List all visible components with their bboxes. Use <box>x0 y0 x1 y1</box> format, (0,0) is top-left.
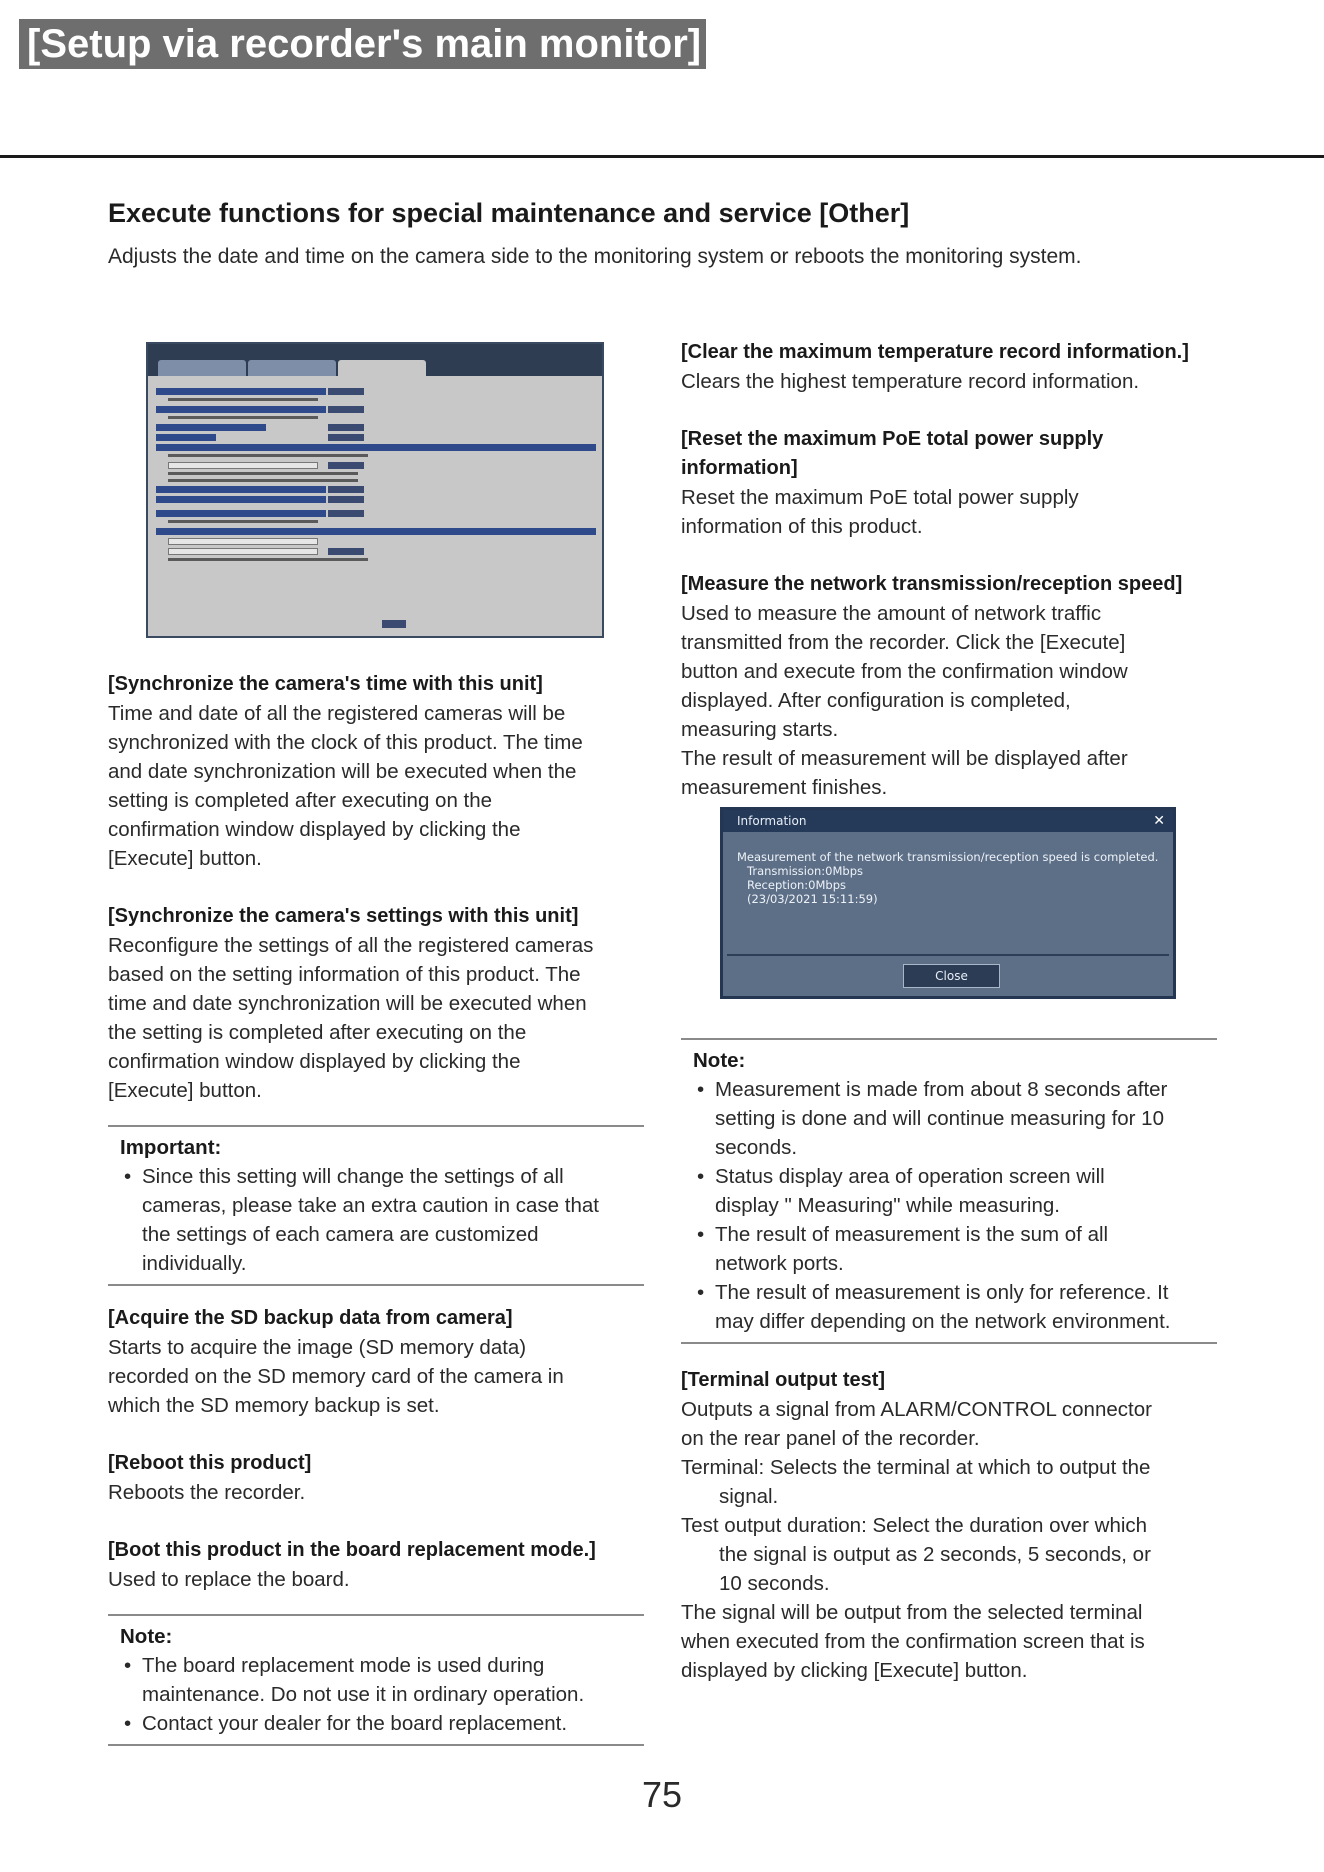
note-bullet <box>693 1220 1217 1278</box>
screenshot-execute <box>328 388 364 395</box>
terminal-line: Outputs a signal from ALARM/CONTROL connector <box>681 1398 1152 1421</box>
sd-backup-title: [Acquire the SD backup data from camera] <box>108 1307 513 1329</box>
screenshot-row <box>156 510 326 517</box>
sync-time-line: Time and date of all the registered cameras will be <box>108 702 566 725</box>
measure-line: button and execute from the confirmation window <box>681 660 1128 683</box>
important-line: individually. <box>142 1252 247 1275</box>
screenshot-select <box>168 548 318 555</box>
note-title: Note: <box>693 1049 746 1072</box>
dialog-timestamp: (23/03/2021 15:11:59) <box>747 892 878 906</box>
note-bullet <box>693 1075 1217 1162</box>
screenshot-row <box>156 486 326 493</box>
sd-backup-line: which the SD memory backup is set. <box>108 1394 440 1417</box>
screenshot-execute <box>328 434 364 441</box>
duration-item-line: the signal is output as 2 seconds, 5 seconds, or <box>719 1543 1151 1566</box>
note-line: • Status display area of operation screen will <box>715 1165 1105 1188</box>
terminal-closing-line: when executed from the confirmation screen that is <box>681 1630 1145 1653</box>
screenshot-row <box>156 444 596 451</box>
note-line: display " Measuring" while measuring. <box>715 1194 1060 1217</box>
important-line: • Since this setting will change the settings of all <box>142 1165 564 1188</box>
reboot-line: Reboots the recorder. <box>108 1481 306 1504</box>
screenshot-tab <box>248 360 336 376</box>
reset-poe-block <box>681 425 1217 541</box>
important-line: the settings of each camera are customized <box>142 1223 539 1246</box>
dialog-close-button: Close <box>903 964 1000 988</box>
sd-backup-line: recorded on the SD memory card of the camera in <box>108 1365 564 1388</box>
note-title: Note: <box>120 1625 173 1648</box>
terminal-closing-line: displayed by clicking [Execute] button. <box>681 1659 1028 1682</box>
screenshot-subtext <box>168 520 318 523</box>
measure-title: [Measure the network transmission/reception speed] <box>681 573 1183 595</box>
right-column <box>681 338 1217 1685</box>
screenshot-execute <box>328 424 364 431</box>
note-box-left <box>108 1614 644 1746</box>
dialog-reception: Reception:0Mbps <box>747 878 846 892</box>
note-line: • The board replacement mode is used during <box>142 1654 545 1677</box>
sync-time-line: [Execute] button. <box>108 847 262 870</box>
duration-item-line: 10 seconds. <box>719 1572 830 1595</box>
screenshot-execute <box>328 496 364 503</box>
sync-time-line: synchronized with the clock of this product. The time <box>108 731 583 754</box>
duration-item-line: Test output duration: Select the duration over which <box>681 1514 1148 1537</box>
measure-line: The result of measurement will be displayed after <box>681 747 1128 770</box>
duration-item <box>681 1511 1217 1598</box>
reset-poe-title: [Reset the maximum PoE total power supply <box>681 428 1104 450</box>
terminal-item <box>681 1453 1217 1511</box>
terminal-closing-line: The signal will be output from the selected terminal <box>681 1601 1143 1624</box>
note-bullet <box>120 1651 644 1709</box>
sync-time-title: [Synchronize the camera's time with this unit] <box>108 673 543 695</box>
important-bullet <box>120 1162 644 1278</box>
screenshot-row <box>156 528 596 535</box>
sync-time-line: and date synchronization will be executed when the <box>108 760 577 783</box>
left-column <box>108 670 644 1746</box>
note-line: • Contact your dealer for the board replacement. <box>142 1712 568 1735</box>
screenshot-subtext <box>168 416 318 419</box>
important-line: cameras, please take an extra caution in case that <box>142 1194 599 1217</box>
measure-line: measurement finishes. <box>681 776 888 799</box>
reset-poe-line: information of this product. <box>681 515 923 538</box>
sync-settings-line: the setting is completed after executing on the <box>108 1021 527 1044</box>
sd-backup-line: Starts to acquire the image (SD memory data) <box>108 1336 527 1359</box>
screenshot-execute <box>328 462 364 469</box>
note-bullet <box>693 1278 1217 1336</box>
note-line: seconds. <box>715 1136 798 1159</box>
dialog-titlebar <box>723 810 1173 832</box>
sd-backup-block <box>108 1304 644 1420</box>
note-line: maintenance. Do not use it in ordinary operation. <box>142 1683 585 1706</box>
screenshot-execute <box>328 486 364 493</box>
clear-temp-title: [Clear the maximum temperature record information.] <box>681 341 1189 363</box>
close-icon: ✕ <box>1153 813 1165 829</box>
screenshot-subtext <box>168 472 358 475</box>
screenshot-row <box>156 496 326 503</box>
board-line: Used to replace the board. <box>108 1568 350 1591</box>
section-description: Adjusts the date and time on the camera side to the monitoring system or reboots the monitoring system. <box>108 245 1082 268</box>
screenshot-tabbar <box>148 358 602 376</box>
screenshot-breadcrumb <box>148 344 602 358</box>
screenshot-execute <box>328 510 364 517</box>
header-rule <box>0 155 1324 158</box>
measure-block <box>681 570 1217 802</box>
reset-poe-line: Reset the maximum PoE total power supply <box>681 486 1079 509</box>
note-bullet <box>693 1162 1217 1220</box>
note-bullet <box>120 1709 644 1738</box>
measure-line: measuring starts. <box>681 718 839 741</box>
dialog-message-text: Measurement of the network transmission/reception speed is completed. <box>737 850 1159 864</box>
sync-settings-block <box>108 902 644 1105</box>
note-line: network ports. <box>715 1252 844 1275</box>
measure-line: Used to measure the amount of network traffic <box>681 602 1102 625</box>
sync-settings-line: based on the setting information of this product. The <box>108 963 581 986</box>
important-box <box>108 1125 644 1286</box>
section-heading: Execute functions for special maintenance and service [Other] <box>108 198 910 228</box>
sync-time-line: setting is completed after executing on the <box>108 789 493 812</box>
settings-screenshot <box>146 342 604 638</box>
terminal-block <box>681 1366 1217 1685</box>
reboot-title: [Reboot this product] <box>108 1452 312 1474</box>
terminal-item-line: Terminal: Selects the terminal at which to output the <box>681 1456 1151 1479</box>
note-line: setting is done and will continue measuring for 10 <box>715 1107 1164 1130</box>
screenshot-row <box>156 434 216 441</box>
screenshot-select <box>168 462 318 469</box>
sync-settings-title: [Synchronize the camera's settings with this unit] <box>108 905 579 927</box>
screenshot-subtext <box>168 454 368 457</box>
dialog-message <box>723 832 1173 906</box>
reboot-block <box>108 1449 644 1507</box>
terminal-line: on the rear panel of the recorder. <box>681 1427 980 1450</box>
screenshot-row <box>156 388 326 395</box>
sync-settings-line: Reconfigure the settings of all the registered cameras <box>108 934 594 957</box>
sync-time-block <box>108 670 644 873</box>
clear-temp-block <box>681 338 1217 396</box>
sync-settings-line: time and date synchronization will be executed when <box>108 992 587 1015</box>
note-line: • Measurement is made from about 8 seconds after <box>715 1078 1168 1101</box>
board-block <box>108 1536 644 1594</box>
screenshot-execute <box>328 548 364 555</box>
screenshot-back-button <box>382 620 406 628</box>
note-line: • The result of measurement is the sum of all <box>715 1223 1109 1246</box>
chapter-title: [Setup via recorder's main monitor] <box>19 19 706 69</box>
information-dialog-screenshot <box>720 807 1176 999</box>
note-line: • The result of measurement is only for reference. It <box>715 1281 1169 1304</box>
sync-time-line: confirmation window displayed by clicking the <box>108 818 521 841</box>
screenshot-subtext <box>168 558 368 561</box>
measure-line: displayed. After configuration is completed, <box>681 689 1071 712</box>
dialog-divider <box>727 954 1169 956</box>
screenshot-subtext <box>168 398 318 401</box>
note-line: may differ depending on the network environment. <box>715 1310 1171 1333</box>
note-box-right <box>681 1038 1217 1344</box>
screenshot-tab <box>158 360 246 376</box>
measure-line: transmitted from the recorder. Click the [Execute] <box>681 631 1126 654</box>
terminal-item-line: signal. <box>719 1485 779 1508</box>
sync-settings-line: [Execute] button. <box>108 1079 262 1102</box>
screenshot-select <box>168 538 318 545</box>
screenshot-row <box>156 406 326 413</box>
screenshot-subtext <box>168 479 358 482</box>
dialog-transmission: Transmission:0Mbps <box>747 864 863 878</box>
reset-poe-title: information] <box>681 457 798 479</box>
screenshot-tab-active <box>338 360 426 376</box>
page-number: 75 <box>641 1774 683 1815</box>
board-title: [Boot this product in the board replacement mode.] <box>108 1539 596 1561</box>
screenshot-row <box>156 424 266 431</box>
sync-settings-line: confirmation window displayed by clicking the <box>108 1050 521 1073</box>
clear-temp-line: Clears the highest temperature record information. <box>681 370 1140 393</box>
important-title: Important: <box>120 1136 222 1159</box>
terminal-title: [Terminal output test] <box>681 1369 886 1391</box>
dialog-title: Information <box>737 814 807 828</box>
screenshot-execute <box>328 406 364 413</box>
